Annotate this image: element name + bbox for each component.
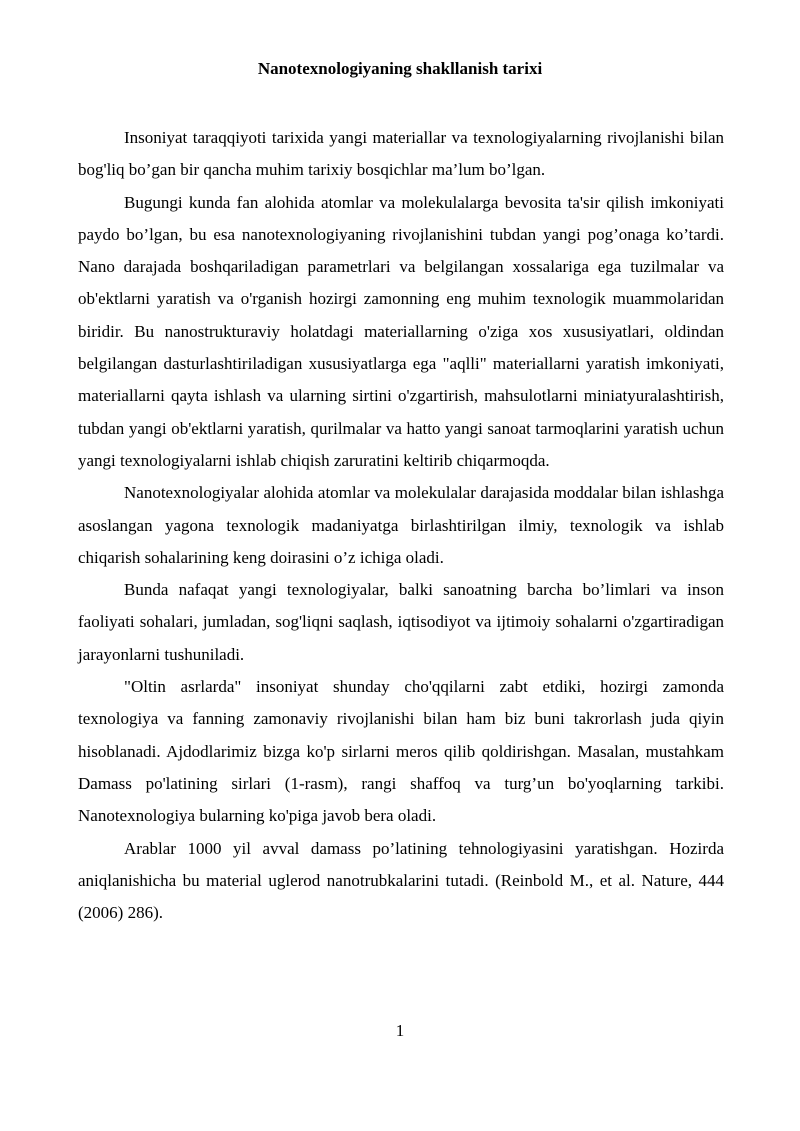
paragraph-damascus-steel: Arablar 1000 yil avval damass po’latining tehnologiyasini yaratishgan. Hozirda aniqlanishicha bu material uglerod nanotrubkalarini tutadi. (Reinbold M., et al. Nature, 444 (2006) 286). [78,838,724,923]
paragraph-modern-science: Bugungi kunda fan alohida atomlar va molekulalarga bevosita ta'sir qilish imkoniyati paydo bo’lgan, bu esa nanotexnologiyaning rivojlanishini tubdan yangi pog’onaga ko’tardi. Nano darajada boshqariladigan parametrlari va belgilangan xossalariga ega tuzilmalar va ob'ektlarni yaratish va o'rganish hozirgi zamonning eng muhim texnologik muammolaridan biridir. Bu nanostrukturaviy holatdagi materiallarning o'ziga xos xususiyatlari, oldindan belgilangan dasturlashtiriladigan xususiyatlarga ega "aqlli" materiallarni yaratish imkoniyati, materiallarni qayta ishlash va ularning sirtini o'zgartirish, mahsulotlarni miniatyuralashtirish, tubdan yangi ob'ektlarni yaratish, qurilmalar va hatto yangi sanoat tarmoqlarini yaratish uchun yangi texnologiyalarni ishlab chiqish zaruratini keltirib chiqarmoqda. [78,192,724,470]
paragraph-intro: Insoniyat taraqqiyoti tarixida yangi materiallar va texnologiyalarning rivojlanishi bilan bog'liq bo’gan bir qancha muhim tarixiy bosqichlar ma’lum bo’lgan. [78,128,724,180]
paragraph-industry-scope: Bunda nafaqat yangi texnologiyalar, balki sanoatning barcha bo’limlari va inson faoliyati sohalari, jumladan, sog'liqni saqlash, iqtisodiyot va ijtimoiy sohalarni o'zgartiradigan jarayonlarni tushuniladi. [78,580,724,664]
page-number: 1 [395,1021,405,1040]
paragraph-golden-ages: "Oltin asrlarda" insoniyat shunday cho'qqilarni zabt etdiki, hozirgi zamonda texnologiya va fanning zamonaviy rivojlanishi bilan ham biz buni takrorlash juda qiyin hisoblanadi. Ajdodlarimiz bizga ko'p sirlarni meros qilib qoldirishgan. Masalan, mustahkam Damass po'latining sirlari (1-rasm), rangi shaffoq va turg’un bo'yoqlarning tarkibi. Nanotexnologiya bularning ko'piga javob bera oladi. [78,677,724,826]
document-title: Nanotexnologiyaning shakllanish tarixi [257,59,543,78]
paragraph-nanotech-definition: Nanotexnologiyalar alohida atomlar va molekulalar darajasida moddalar bilan ishlashga asoslangan yagona texnologik madaniyatga birlashtirilgan ilmiy, texnologik va ishlab chiqarish sohalarining keng doirasini o’z ichiga oladi. [78,483,724,567]
document-body [78,122,724,929]
